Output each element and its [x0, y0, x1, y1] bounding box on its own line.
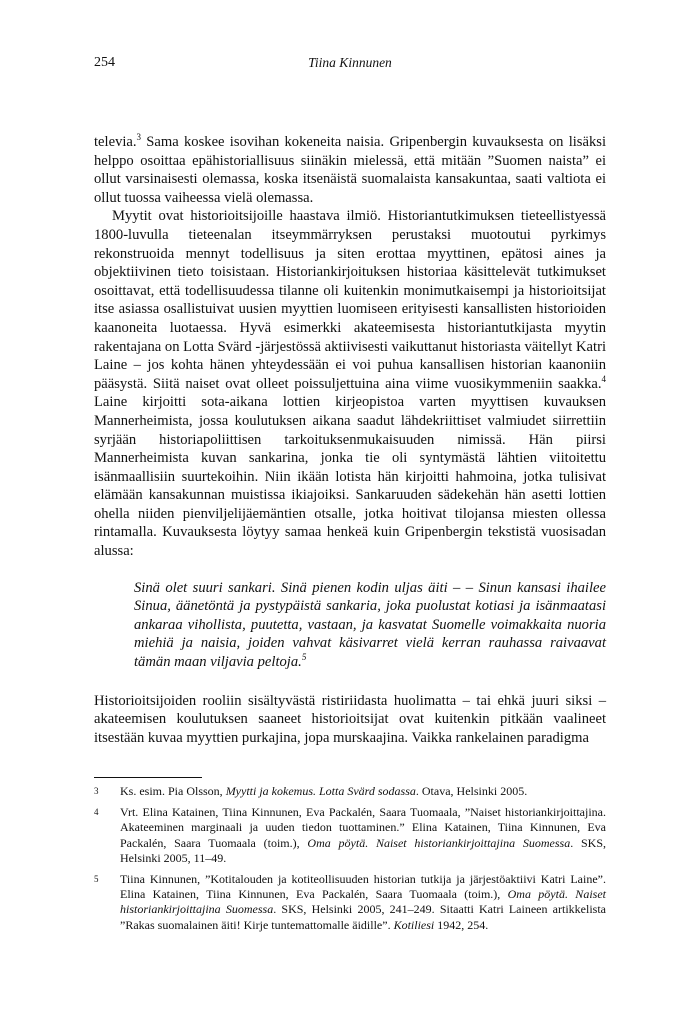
footnote-ref-4[interactable]: 4: [601, 373, 606, 384]
footnotes: [94, 784, 606, 939]
footnote-ref-3[interactable]: 3: [136, 132, 142, 143]
footnote-text: Vrt. Elina Katainen, Tiina Kinnunen, Eva Packalén, Saara Tuomaala, ”Naiset historiankirjoittajina. Akateeminen marginaali ja uuden tiedon tuottaminen.” Elina Katainen, Tiina Kinnunen, Eva Packalén, Saara Tuomaala (toim.), Oma pöytä. Naiset historiankirjoittajina Suomessa. SKS, Helsinki 2005, 11–49.: [120, 805, 607, 865]
paragraph-1: televia.$^3$ Sama koskee isovihan kokeneita naisia. Gripenbergin kuvauksesta on lisäksi helppo osoittaa epähistoriallisuus siinäkin mielessä, että mitään ”Suomen naista” ei ollut varsinaisesti olemassa, koska itsenäistä suomalaista kansakuntaa, saati valtiota ei ollut tuossa vaiheessa vielä olemassa.: [94, 132, 606, 206]
footnote-text: Ks. esim. Pia Olsson, Myytti ja kokemus. Lotta Svärd sodassa. Otava, Helsinki 2005.: [120, 784, 528, 798]
footnote-text: Tiina Kinnunen, ”Kotitalouden ja kotiteollisuuden historian tutkija ja järjestöaktiivi Katri Laine”. Elina Katainen, Tiina Kinnunen, Eva Packalén, Saara Tuomaala (toim.), Oma pöytä. Naiset historiankirjoittajina Suomessa. SKS, Helsinki 2005, 241–249. Sitaatti Katri Laineen artikkelista ”Rakas suomalainen äiti! Kirje tuntemattomalle äidille”. Kotiliesi 1942, 254.: [120, 872, 606, 932]
footnote-number: 4: [94, 807, 99, 818]
footnote-number: 5: [94, 874, 99, 885]
page-number: 254: [94, 55, 115, 70]
footnote-4: [94, 805, 606, 866]
block-quote: Sinä olet suuri sankari. Sinä pienen kodin uljas äiti – – Sinun kansasi ihailee Sinua, äänetöntä ja pystypäistä sankaria, joka puolustat kotiasi ja isänmaatasi ankaraa vihollista, puutetta, vastaan, ja kasvatat Suomelle voimakkaita nuoria miehiä ja naisia, joiden vahvat käsivarret vielä kerran rauhassa raivaavat tämän maan viljavia peltoja.$^5$: [134, 579, 606, 671]
footnote-3: [94, 784, 606, 799]
paragraph-3: Historioitsijoiden rooliin sisältyvästä ristiriidasta huolimatta – tai ehkä juuri siksi – akateemisen koulutuksen saaneet historioitsijat ovat kuitenkin pitkään vaalineet itsestään kuvaa myyttien purkajina, jopa murskaajina. Vaikka rankelainen paradigma: [94, 692, 606, 746]
paragraph-2: Myytit ovat historioitsijoille haastava ilmiö. Historiantutkimuksen tieteellistyessä 1800-luvulla tieteenalan itseymmärryksen perustaksi muotoutui pyrkimys rekonstruoida mennyt todellisuus ja siten erottaa myyttinen, epätosi aines ja objektiivinen tieto toisistaan. Historiankirjoituksen historiaa käsittelevät tutkimukset osoittavat, että todellisuudessa tilanne oli kuitenkin monimutkaisempi ja historioitsijat itse asiassa osallistuivat uusien myyttien luomiseen erityisesti kansallisten historioiden kaanoneita luotaessa. Hyvä esimerkki akateemisesta historiantutkijasta myytin rakentajana on Lotta Svärd -järjestössä aktiivisesti vaikuttanut historiasta väitellyt Katri Laine – jos kohta hänen yhteydessään ei voi puhua kansallisen historian kaanoniin pääsystä. Siitä naiset ovat olleet poissuljettuina aina viime vuosikymmeniin saakka.$^4$ Laine kirjoitti sota-aikana lottien kirjeopistoa varten myyttisen kuvauksen Mannerheimista, jossa koulutuksen aikana saadut lähdekriittiset valmiudet siirrettiin syrjään historiapoliittisen tarkoituksenmukaisuuden nimissä. Hän piirsi Mannerheimista kuvan sankarina, jonka tie oli syntymästä lähtien viitoitettu isänmaallisiin suurtekoihin. Niin ikään lotista hän kirjoitti hahmoina, jotka tulisivat elämään kansakunnan muistissa ikiajoiksi. Sankaruuden sädekehän hän asetti lottien ohella niiden pienviljelijäemäntien otsalle, jotka hoitivat tilojansa miesten ollessa rintamalla. Kuvauksesta löytyy samaa henkeä kuin Gripenbergin tekstistä vuosisadan alussa:: [94, 208, 606, 560]
footnote-ref-5[interactable]: 5: [301, 652, 307, 663]
running-head-author: Tiina Kinnunen: [308, 55, 392, 70]
body-text: [94, 133, 606, 747]
footnote-separator: [94, 777, 202, 778]
page-header: [94, 55, 606, 75]
footnote-number: 3: [94, 786, 99, 796]
footnote-5: [94, 872, 606, 933]
